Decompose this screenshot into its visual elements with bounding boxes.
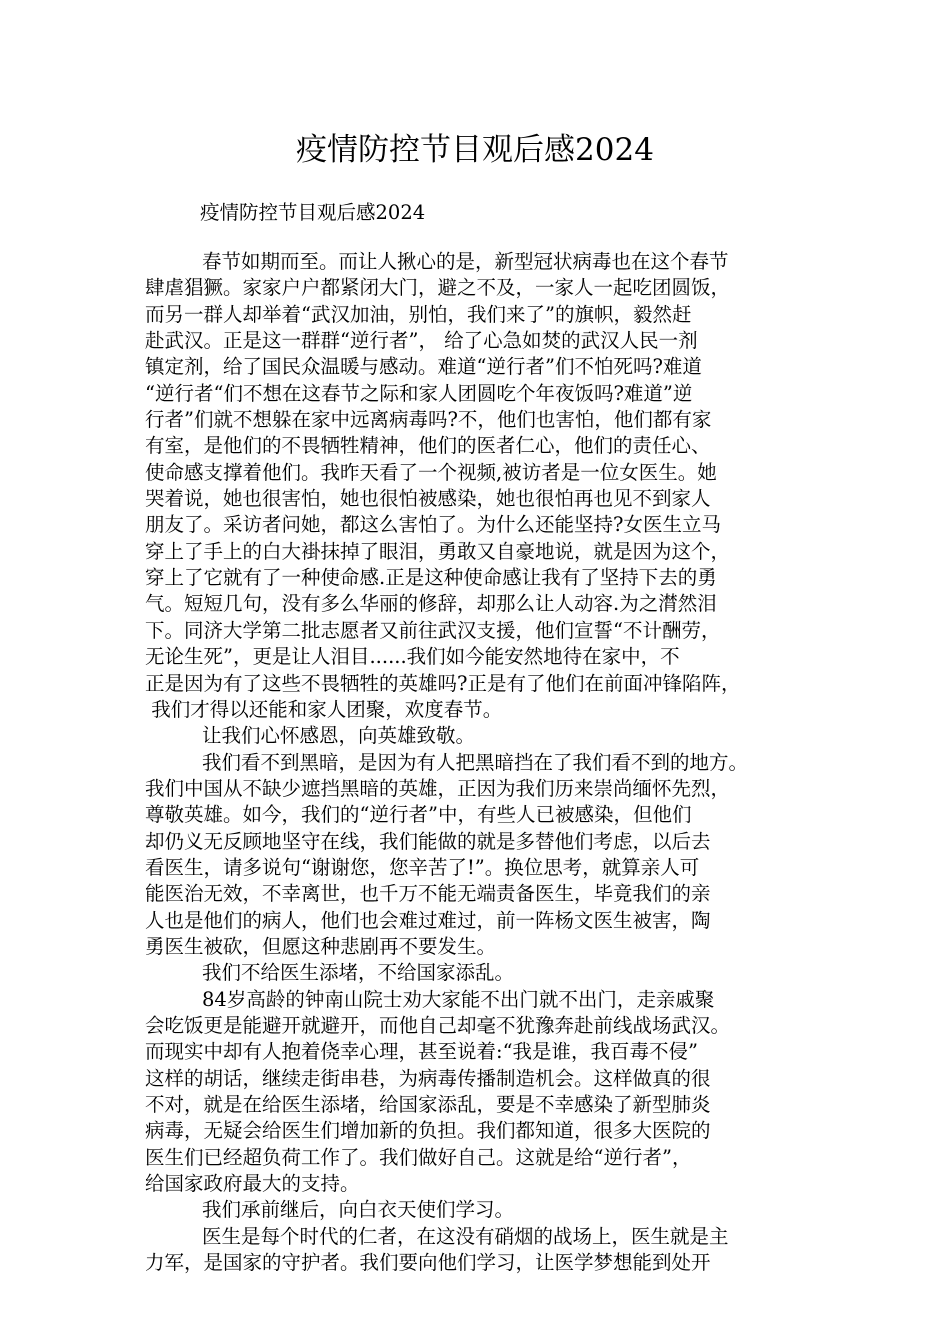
document-subtitle: 疫情防控节目观后感2024 bbox=[200, 201, 426, 224]
body-line: 朋友了。采访者问她，都这么害怕了。为什么还能坚持?女医生立马 bbox=[145, 513, 721, 537]
body-line: 能医治无效，不幸离世，也千万不能无端责备医生，毕竟我们的亲 bbox=[145, 882, 711, 906]
body-line: 赴武汉。正是这一群群“逆行者”， 给了心急如焚的武汉人民一剂 bbox=[145, 329, 698, 353]
body-line: 肆虐猖獗。家家户户都紧闭大门，避之不及，一家人一起吃团圆饭， bbox=[145, 276, 731, 300]
body-line: 我们不给医生添堵，不给国家添乱。 bbox=[202, 961, 515, 985]
body-line: 而现实中却有人抱着侥幸心理，甚至说着:“我是谁，我百毒不侵” bbox=[145, 1040, 699, 1064]
body-line: 下。同济大学第二批志愿者又前往武汉支援，他们宣誓“不计酬劳， bbox=[145, 618, 721, 642]
body-line: “逆行者“们不想在这春节之际和家人团圆吃个年夜饭吗?难道”逆 bbox=[145, 381, 693, 405]
body-line: 看医生，请多说句“谢谢您，您辛苦了!”。换位思考，就算亲人可 bbox=[145, 855, 700, 879]
body-line: 镇定剂，给了国民众温暖与感动。难道“逆行者”们不怕死吗?难道 bbox=[145, 355, 702, 379]
body-line: 有室，是他们的不畏牺牲精神，他们的医者仁心，他们的责任心、 bbox=[145, 434, 711, 458]
body-line: 正是因为有了这些不畏牺牲的英雄吗?正是有了他们在前面冲锋陷阵， bbox=[145, 671, 741, 695]
body-line: 会吃饭更是能避开就避开，而他自己却毫不犹豫奔赴前线战场武汉。 bbox=[145, 1013, 731, 1037]
body-line: 尊敬英雄。如今，我们的“逆行者”中，有些人已被感染，但他们 bbox=[145, 803, 692, 827]
body-line: 84岁高龄的钟南山院士劝大家能不出门就不出门，走亲戚聚 bbox=[202, 987, 715, 1011]
body-line: 不对，就是在给医生添堵，给国家添乱，要是不幸感染了新型肺炎 bbox=[145, 1093, 711, 1116]
body-line: 我们中国从不缺少遮挡黑暗的英雄，正因为我们历来崇尚缅怀先烈， bbox=[145, 776, 731, 800]
body-line: 春节如期而至。而让人揪心的是，新型冠状病毒也在这个春节 bbox=[202, 250, 729, 273]
body-line: 穿上了手上的白大褂抹掉了眼泪，勇敢又自豪地说，就是因为这个， bbox=[145, 539, 731, 563]
body-line: 给国家政府最大的支持。 bbox=[145, 1172, 360, 1196]
body-line: 勇医生被砍，但愿这种悲剧再不要发生。 bbox=[145, 934, 497, 958]
body-line: 力军，是国家的守护者。我们要向他们学习，让医学梦想能到处开 bbox=[145, 1251, 711, 1275]
body-line: 人也是他们的病人，他们也会难过难过，前一阵杨文医生被害，陶 bbox=[145, 908, 711, 932]
body-line: 穿上了它就有了一种使命感.正是这种使命感让我有了坚持下去的勇 bbox=[145, 566, 717, 590]
body-line: 医生是每个时代的仁者，在这没有硝烟的战场上，医生就是主 bbox=[202, 1224, 729, 1248]
body-line: 病毒，无疑会给医生们增加新的负担。我们都知道，很多大医院的 bbox=[145, 1119, 711, 1143]
body-line: 使命感支撑着他们。我昨天看了一个视频,被访者是一位女医生。她 bbox=[145, 460, 717, 484]
body-line: 哭着说，她也很害怕，她也很怕被感染，她也很怕再也见不到家人 bbox=[145, 487, 711, 511]
body-line: 行者”们就不想躲在家中远离病毒吗?不，他们也害怕，他们都有家 bbox=[145, 408, 712, 432]
document-title: 疫情防控节目观后感2024 bbox=[296, 132, 654, 168]
body-line: 我们才得以还能和家人团聚，欢度春节。 bbox=[145, 697, 503, 721]
body-line: 无论生死”，更是让人泪目......我们如今能安然地待在家中，不 bbox=[145, 645, 680, 669]
body-line: 这样的胡话，继续走街串巷，为病毒传播制造机会。这样做真的很 bbox=[145, 1066, 711, 1090]
body-line: 却仍义无反顾地坚守在线，我们能做的就是多替他们考虑，以后去 bbox=[145, 829, 711, 853]
body-line: 而另一群人却举着“武汉加油，别怕，我们来了”的旗帜，毅然赶 bbox=[145, 302, 692, 326]
body-line: 我们看不到黑暗，是因为有人把黑暗挡在了我们看不到的地方。 bbox=[202, 750, 749, 774]
body-line: 气。短短几句，没有多么华丽的修辞，却那么让人动容.为之潸然泪 bbox=[145, 592, 717, 616]
body-line: 我们承前继后，向白衣天使们学习。 bbox=[202, 1198, 515, 1222]
document-body bbox=[145, 249, 807, 1276]
body-line: 医生们已经超负荷工作了。我们做好自己。这就是给“逆行者”， bbox=[145, 1145, 692, 1169]
body-line: 让我们心怀感恩，向英雄致敬。 bbox=[202, 724, 476, 748]
